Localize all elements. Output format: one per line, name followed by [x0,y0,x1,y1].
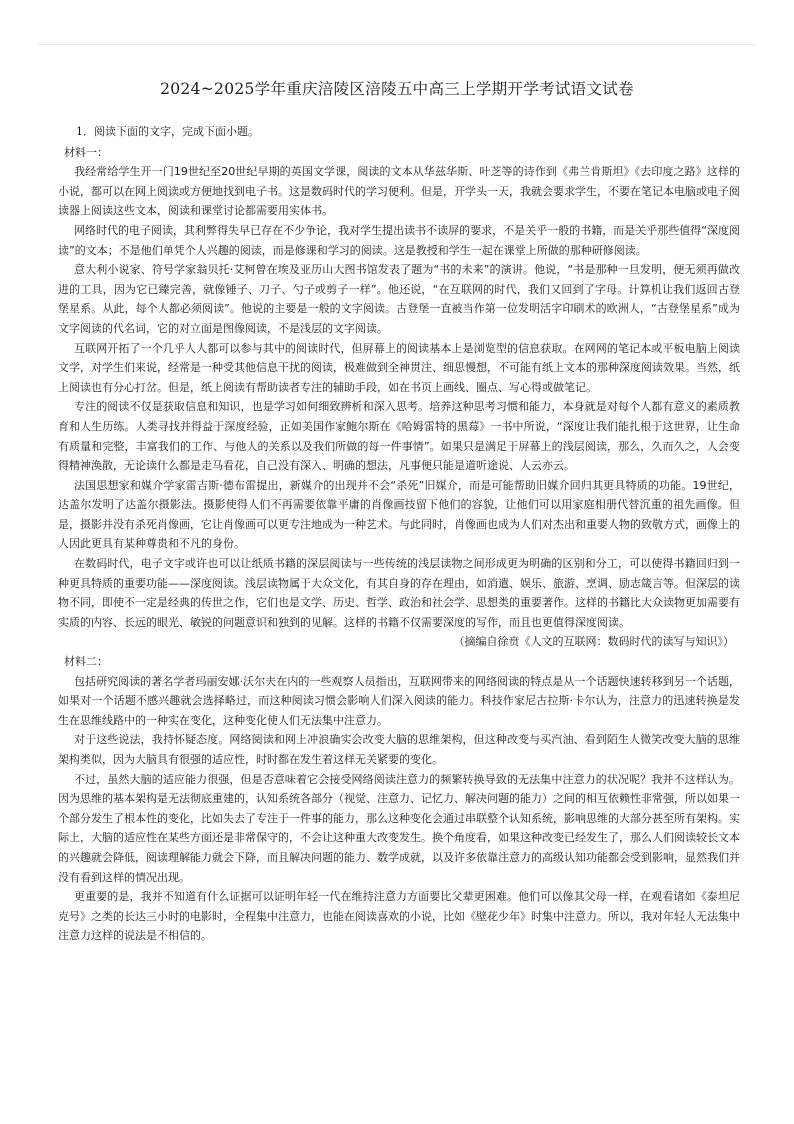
material1-paragraph-4: 互联网开拓了一个几乎人人都可以参与其中的阅读时代，但屏幕上的阅读基本上是浏览型的信息获取。在网网的笔记本或平板电脑上阅读文学，对学生们来说，经常是一种受其他信息干扰的阅读，极难做到全神贯注、细思慢想，不可能有纸上文本的那种深度阅读效果。当然，纸上阅读也有分心打岔。但是，纸上阅读有帮助读者专注的辅助手段，如在书页上画线、圈点、写心得或做笔记。 [58,341,740,394]
document-body [58,122,740,946]
material2-paragraph-2: 对于这些说法，我持怀疑态度。网络阅读和网上冲浪确实会改变大脑的思维架构，但这种改变与买汽油、看到陌生人微笑改变大脑的思维架构类似，因为大脑具有很强的适应性，时时都在发生着这样无关紧要的变化。 [58,733,740,766]
material1-label: 材料一： [64,145,108,159]
material1-paragraph-7: 在数码时代，电子文字或许也可以让纸质书籍的深层阅读与一些传统的浅层读物之间形成更为明确的区别和分工，可以使得书籍回归到一种更具特质的重要功能——深度阅读。浅层读物属于大众文化，有其自身的存在理由，如消遣、娱乐、旅游、烹调、励志箴言等。但深层的读物不同，即使不一定是经典的传世之作，它们也是文学、历史、哲学、政治和社会学、思想类的重要著作。这样的书籍比大众读物更加需要有实质的内容、长远的眼光、敏锐的问题意识和独到的见解。这样的书籍不仅需要深度的写作，而且也更值得深度阅读。 [58,557,740,629]
header-divider [38,44,756,45]
material1-paragraph-1: 我经常给学生开一门19世纪至20世纪早期的英国文学课，阅读的文本从华兹华斯、叶芝等的诗作到《弗兰肯斯坦》《去印度之路》这样的小说，都可以在网上阅读或方便地找到电子书。这是数码时代的学习便利。但是，开学头一天，我就会要求学生，不要在笔记本电脑或电子阅读器上阅读这些文本，阅读和课堂讨论都需要用实体书。 [58,165,740,218]
material2-paragraph-3: 不过，虽然大脑的适应能力很强，但是否意味着它会接受网络阅读注意力的频繁转换导致的无法集中注意力的状况呢？我并不这样认为。因为思维的基本架构是无法彻底重建的，认知系统各部分（视觉、注意力、记忆力、解决问题的能力）之间的相互依赖性非常强，所以如果一个部分发生了根本性的变化，比如失去了专注于一件事的能力，那么这种变化会通过串联整个认知系统，影响思维的大部分甚至所有架构。实际上，大脑的适应性在某些方面还是非常保守的，不会让这种重大改变发生。换个角度看，如果这种改变已经发生了，那么人们阅读较长文本的兴趣就会降低，阅读理解能力就会下降，而且解决问题的能力、数学成就，以及许多依靠注意力的高级认知功能都会受到影响，显然我们并没有看到这样的情况出现。 [58,772,740,884]
material2-paragraph-1: 包括研究阅读的著名学者玛丽安娜·沃尔夫在内的一些观察人员指出，互联网带来的网络阅读的特点是从一个话题快速转移到另一个话题，如果对一个话题不感兴趣就会选择略过，而这种阅读习惯会影响人们深入阅读的能力。科技作家尼古拉斯·卡尔认为，注意力的迅速转换是发生在思维线路中的一种实在变化，这种变化使人们无法集中注意力。 [58,674,740,727]
material1-paragraph-2: 网络时代的电子阅读，其利弊得失早已存在不少争论，我对学生提出读书不读屏的要求，不是关乎一般的书籍，而是关乎那些值得“深度阅读”的文本；不是他们单凭个人兴趣的阅读，而是修课和学习的阅读。这是教授和学生一起在课堂上所做的那种研修阅读。 [58,223,740,257]
material1-paragraph-3: 意大利小说家、符号学家翁贝托·艾柯曾在埃及亚历山大图书馆发表了题为“书的未来”的演讲。他说，“书是那种一旦发明，便无须再做改进的工具，因为它已臻完善，就像锤子、刀子、勺子或剪子一样”。他还说，“在互联网的时代，我们又回到了字母。计算机让我们返回古登堡星系。从此，每个人都必须阅读”。他说的主要是一般的文字阅读。古登堡一直被当作第一位发明活字印刷术的欧洲人，“古登堡星系”成为文字阅读的代名词，它的对立面是图像阅读，不是浅层的文字阅读。 [58,263,740,335]
material1-citation: （摘编自徐贲《人文的互联网：数码时代的读写与知识》） [453,635,734,649]
question-prompt: 1．阅读下面的文字，完成下面小题。 [76,125,259,138]
material1-paragraph-5: 专注的阅读不仅是获取信息和知识，也是学习如何细致辨析和深入思考。培养这种思考习惯和能力，本身就是对每个人都有意义的素质教育和人生历练。人类寻找并得益于深度经验，正如美国作家鲍尔斯在《哈姆雷特的黑莓》一书中所说，“深度让我们能扎根于这世界，让生命有质量和完整，丰富我们的工作、与他人的关系以及我们所做的每一件事情”。如果只是满足于屏幕上的浅层阅读，那么，久而久之，人会变得精神涣散，无论读什么都是走马看花，自己没有深入、明确的想法，凡事便只能是道听途说、人云亦云。 [58,400,740,473]
page-title: 2024~2025学年重庆涪陵区涪陵五中高三上学期开学考试语文试卷 [160,80,634,98]
material2-label: 材料二： [64,655,108,669]
material2-paragraph-4: 更重要的是，我并不知道有什么证据可以证明年轻一代在维持注意力方面要比父辈更困难。他们可以像其父母一样，在观看诸如《泰坦尼克号》之类的长达三小时的电影时，全程集中注意力，也能在阅读喜欢的小说，比如《壁花少年》时集中注意力。所以，我对年轻人无法集中注意力这样的说法是不相信的。 [58,890,740,943]
material1-paragraph-6: 法国思想家和媒介学家雷吉斯·德布雷提出，新媒介的出现并不会“杀死”旧媒介，而是可能帮助旧媒介回归其更具特质的功能。19世纪，达盖尔发明了达盖尔摄影法。摄影使得人们不再需要依靠平庸的肖像画技留下他们的容貌，让他们可以用家庭相册代替沉重的祖先画像。但是，摄影并没有杀死肖像画，它让肖像画可以更专注地成为一种艺术。与此同时，肖像画也成为人们对杰出和重要人物的致敬方式，画像上的人因此更具有某种尊贵和不凡的身份。 [58,478,740,551]
